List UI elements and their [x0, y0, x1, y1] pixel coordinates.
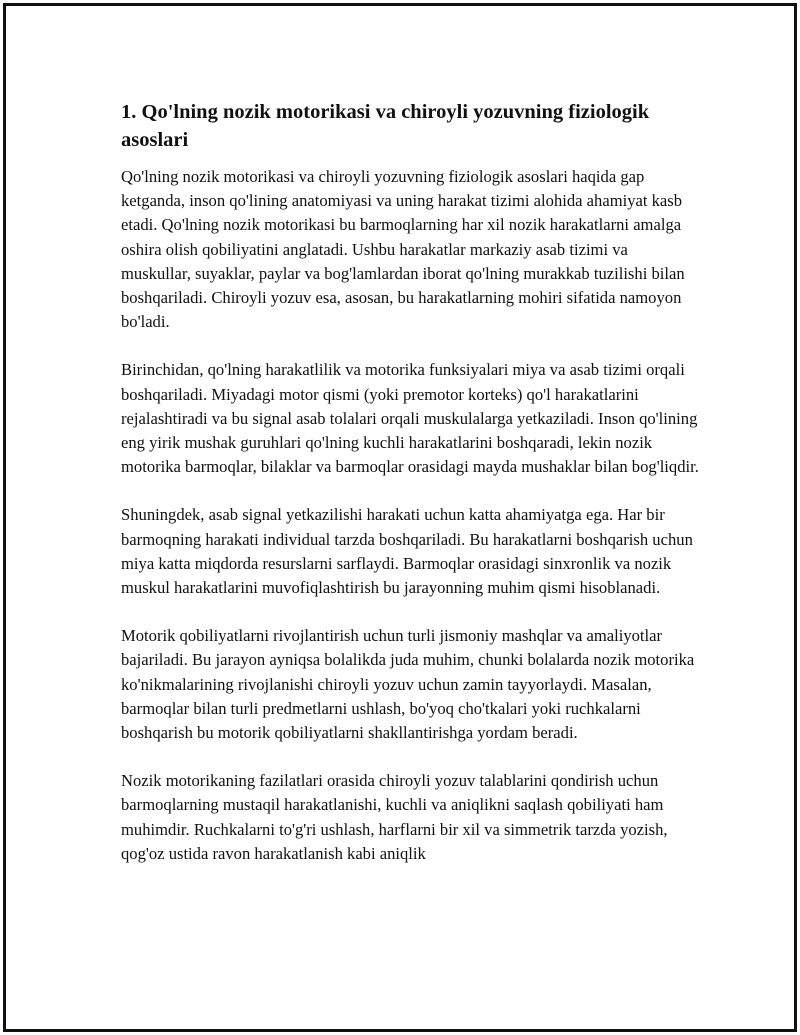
paragraph-2: Birinchidan, qo'lning harakatlilik va motorika funksiyalari miya va asab tizimi orqali boshqariladi. Miyadagi motor qismi (yoki premotor korteks) qo'l harakatlarini rejalashtiradi va bu signal asab tolalari orqali muskulalarga yetkaziladi. Inson qo'lining eng yirik mushak guruhlari qo'lning kuchli harakatlarini boshqaradi, lekin nozik motorika barmoqlar, bilaklar va barmoqlar orasidagi mayda mushaklar bilan bog'liqdir.	[121, 360, 699, 477]
paragraph-4: Motorik qobiliyatlarni rivojlantirish uchun turli jismoniy mashqlar va amaliyotlar bajariladi. Bu jarayon ayniqsa bolalikda juda muhim, chunki bolalarda nozik motorika ko'nikmalarining rivojlanishi chiroyli yozuv uchun zamin tayyorlaydi. Masalan, barmoqlar bilan turli predmetlarni ushlash, bo'yoq cho'tkalari yoki ruchkalarni boshqarish bu motorik qobiliyatlarni shakllantirishga yordam beradi.	[121, 626, 695, 743]
section-heading: 1. Qo'lning nozik motorikasi va chiroyli yozuvning fiziologik asoslari	[121, 101, 650, 151]
paragraph-1: Qo'lning nozik motorikasi va chiroyli yozuvning fiziologik asoslari haqida gap ketganda, inson qo'lining anatomiyasi va uning harakat tizimi alohida ahamiyat kasb etadi. Qo'lning nozik motorikasi bu barmoqlarning har xil nozik harakatlarni amalga oshira olish qobiliyatini anglatadi. Ushbu harakatlar markaziy asab tizimi va muskullar, suyaklar, paylar va bog'lamlardan iborat qo'lning murakkab tuzilishi bilan boshqariladi. Chiroyli yozuv esa, asosan, bu harakatlarning mohiri sifatida namoyon bo'ladi.	[121, 167, 685, 332]
page-frame	[3, 3, 797, 1032]
document-body	[121, 98, 701, 890]
paragraph-3: Shuningdek, asab signal yetkazilishi harakati uchun katta ahamiyatga ega. Har bir barmoqning harakati individual tarzda boshqariladi. Bu harakatlarni boshqarish uchun miya katta miqdorda resurslarni sarflaydi. Barmoqlar orasidagi sinxronlik va nozik muskul harakatlarini muvofiqlashtirish bu jarayonning muhim qismi hisoblanadi.	[121, 505, 693, 598]
paragraph-5: Nozik motorikaning fazilatlari orasida chiroyli yozuv talablarini qondirish uchun barmoqlarning mustaqil harakatlanishi, kuchli va aniqlikni saqlash qobiliyati ham muhimdir. Ruchkalarni to'g'ri ushlash, harflarni bir xil va simmetrik tarzda yozish, qog'oz ustida ravon harakatlanish kabi aniqlik	[121, 771, 668, 863]
